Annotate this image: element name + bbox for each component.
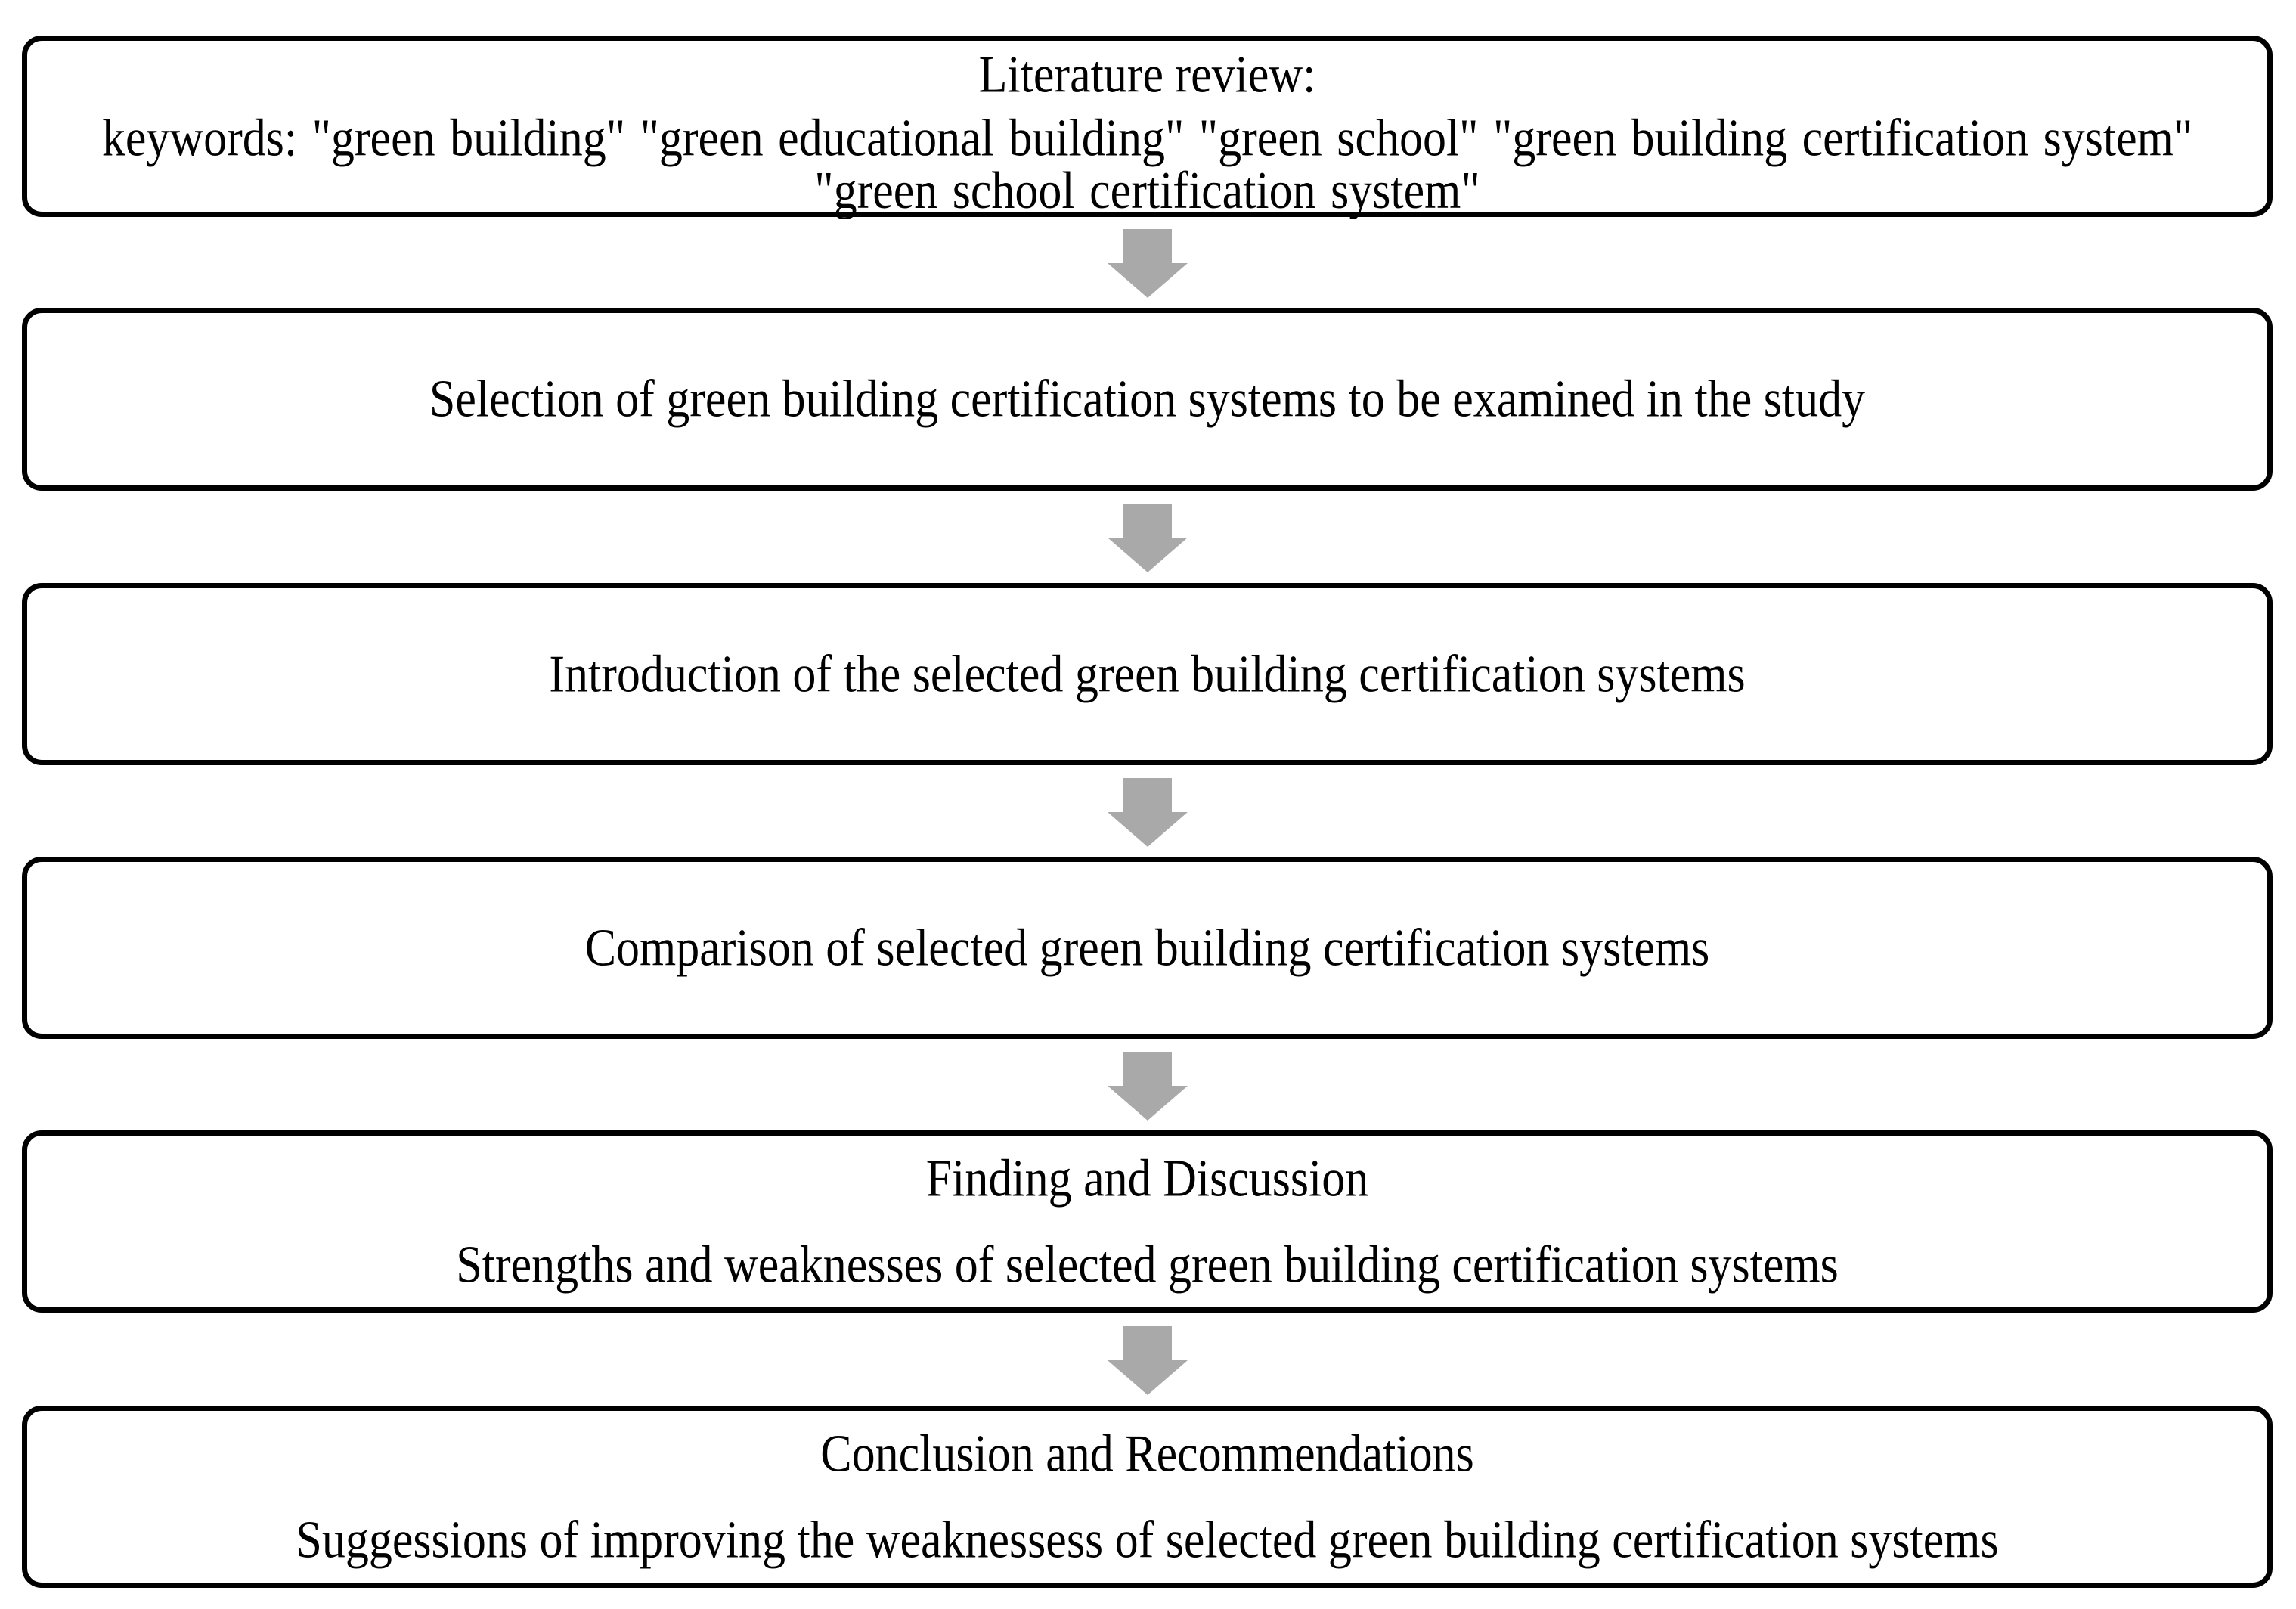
step-finding-discussion	[22, 1130, 2273, 1313]
step-selection	[22, 308, 2273, 491]
step-title: Literature review:	[978, 45, 1316, 104]
step-detail: Suggessions of improving the weaknessess of selected green building certification systems	[296, 1511, 1999, 1569]
down-arrow-icon	[1108, 1326, 1188, 1396]
step-title: Finding and Discussion	[925, 1149, 1369, 1208]
down-arrow-icon	[1108, 229, 1188, 299]
step-title: Comparison of selected green building certification systems	[584, 919, 1710, 977]
step-detail: Strengths and weaknesses of selected green building certification systems	[456, 1235, 1839, 1294]
step-literature-review	[22, 36, 2273, 220]
step-title: Selection of green building certification systems to be examined in the study	[429, 370, 1866, 429]
down-arrow-icon	[1108, 504, 1188, 573]
step-title: Conclusion and Recommendations	[820, 1425, 1474, 1483]
down-arrow-icon	[1108, 778, 1188, 848]
step-keywords: keywords: "green building" "green educational building" "green school" "green building certification system" "green school certification system"	[101, 110, 2193, 220]
down-arrow-icon	[1108, 1052, 1188, 1121]
step-title: Introduction of the selected green building certification systems	[549, 645, 1746, 703]
step-introduction	[22, 583, 2273, 765]
step-comparison	[22, 857, 2273, 1039]
step-conclusion	[22, 1406, 2273, 1588]
